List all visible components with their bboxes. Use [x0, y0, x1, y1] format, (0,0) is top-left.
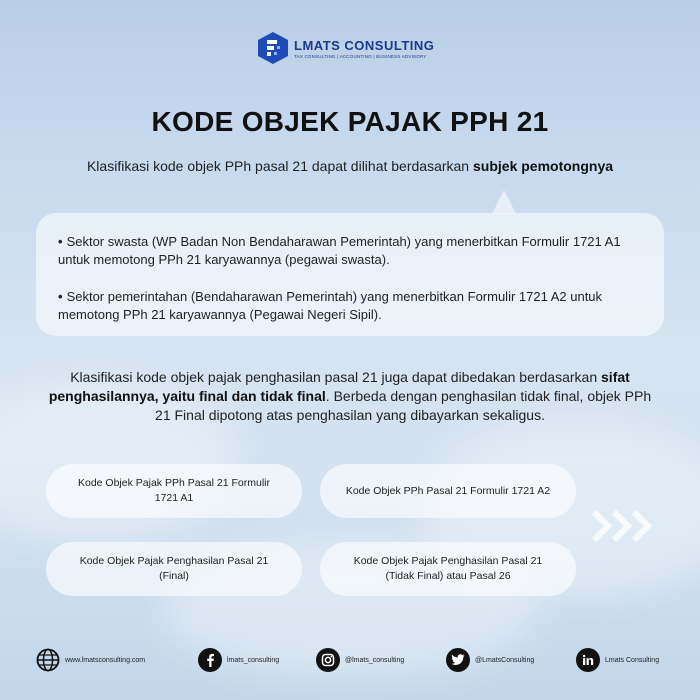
- page-title: KODE OBJEK PAJAK PPH 21: [151, 106, 549, 137]
- linkedin-icon: [576, 648, 600, 672]
- footer-facebook-text: lmats_consulting: [227, 656, 280, 664]
- code-pill-a1: Kode Objek Pajak PPh Pasal 21 Formulir 1721 A1: [46, 464, 302, 518]
- footer-website[interactable]: [36, 648, 145, 672]
- footer-linkedin[interactable]: [576, 648, 659, 672]
- paragraph-part2: . Berbeda dengan penghasilan tidak final, objek PPh 21 Final dipotong atas penghasilan yang dibayarkan sekaligus.: [155, 388, 652, 423]
- intro-normal: Klasifikasi kode objek PPh pasal 21 dapat dilihat berdasarkan: [86, 158, 473, 174]
- bullet-dot-icon: •: [58, 289, 63, 304]
- logo-mark-icon: [258, 32, 288, 64]
- footer-linkedin-text: Lmats Consulting: [605, 656, 660, 664]
- footer: [0, 640, 700, 680]
- footer-instagram[interactable]: [316, 648, 404, 672]
- bullet-text: Sektor swasta (WP Badan Non Bendaharawan Pemerintah) yang menerbitkan Formulir 1721 A1 untuk memotong PPh 21 karyawannya (pegawai swasta).: [58, 234, 621, 267]
- intro-bold: subjek pemotongnya: [473, 158, 614, 174]
- instagram-icon: [316, 648, 340, 672]
- bullet-text: Sektor pemerintahan (Bendaharawan Pemerintah) yang menerbitkan Formulir 1721 A2 untuk memotong PPh 21 karyawannya (Pegawai Negeri Sipil).: [58, 289, 603, 322]
- bullet-item: [58, 288, 654, 324]
- paragraph-bold: sifat penghasilannya, yaitu final dan tidak final: [48, 369, 630, 404]
- code-pill-a2: Kode Objek PPh Pasal 21 Formulir 1721 A2: [320, 464, 576, 518]
- globe-icon: [36, 648, 60, 672]
- bullet-dot-icon: •: [58, 234, 63, 249]
- footer-twitter-text: @LmatsConsulting: [475, 656, 535, 664]
- bullet-item: [58, 233, 654, 269]
- brand-logo: [258, 32, 434, 64]
- footer-website-text: www.lmatsconsulting.com: [65, 656, 146, 664]
- footer-instagram-text: @lmats_consulting: [345, 656, 405, 664]
- footer-twitter[interactable]: [446, 648, 534, 672]
- brand-name: LMATS CONSULTING: [294, 37, 435, 53]
- brand-tagline: TAX CONSULTING | ACCOUNTING | BUSINESS ADVISORY: [294, 53, 427, 59]
- facebook-icon: [198, 648, 222, 672]
- footer-facebook[interactable]: [198, 648, 279, 672]
- twitter-icon: [446, 648, 470, 672]
- code-pill-non-final: Kode Objek Pajak Penghasilan Pasal 21 (Tidak Final) atau Pasal 26: [320, 542, 576, 596]
- intro-text: [0, 158, 700, 174]
- paragraph-part1: Klasifikasi kode objek pajak penghasilan pasal 21 juga dapat dibedakan berdasarkan: [70, 369, 602, 385]
- code-pill-final: Kode Objek Pajak Penghasilan Pasal 21 (Final): [46, 542, 302, 596]
- speech-bubble-tail: [492, 190, 516, 214]
- classification-paragraph: [40, 368, 660, 425]
- chevron-right-icon: [592, 508, 662, 544]
